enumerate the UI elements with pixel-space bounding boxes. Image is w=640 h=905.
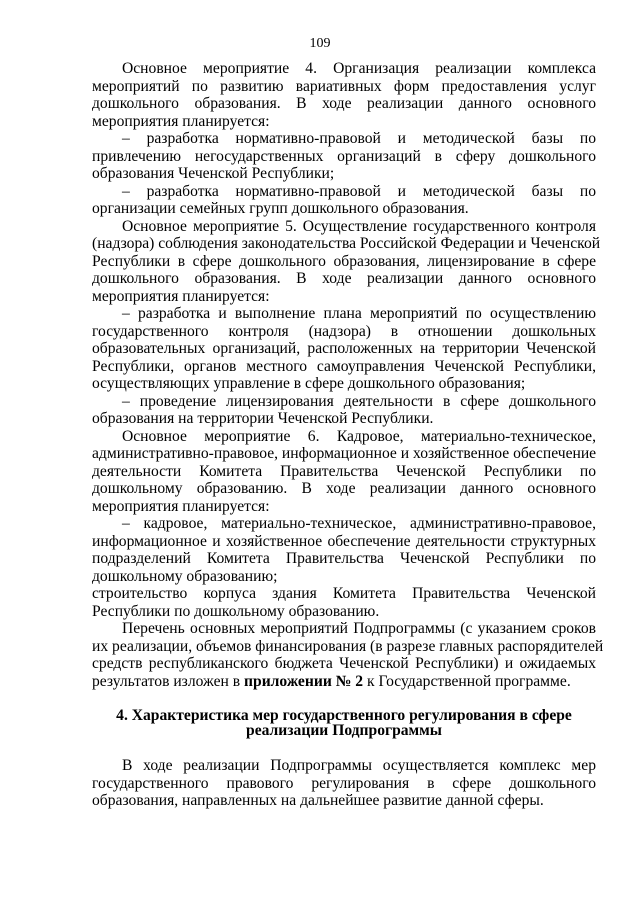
text-line: средств республиканского бюджета Чеченской Республики) и ожидаемых: [92, 655, 596, 672]
text-line: Республики, органов местного самоуправления Чеченской Республики,: [92, 357, 596, 375]
text-line: мероприятия планируется:: [92, 112, 270, 130]
text-line: образования, направленных на дальнейшее развитие данной сферы.: [92, 792, 544, 809]
text-line: Основное мероприятие 4. Организация реализации комплекса: [122, 60, 596, 77]
paragraph-measure-6: [92, 428, 596, 516]
text-line: образования Чеченской Республики;: [92, 165, 335, 182]
paragraph-measure-5: [92, 217, 601, 306]
paragraph-measure-4: [92, 60, 596, 130]
text-line: Перечень основных мероприятий Подпрограммы (с указанием сроков: [122, 620, 596, 637]
appendix-reference: приложении № 2: [244, 672, 364, 690]
text-line: их реализации, объемов финансирования (в разрезе главных распорядителей: [92, 637, 604, 655]
list-item: [92, 515, 596, 585]
text-line: Республики по дошкольному образованию.: [92, 602, 380, 620]
text-line: привлечению негосударственных организаций в сферу дошкольного: [92, 147, 596, 165]
text-line: подразделений Комитета Правительства Чеченской Республики по: [92, 550, 596, 567]
document-body: [92, 60, 604, 810]
text-line: государственного контроля (надзора) в отношении дошкольных: [92, 322, 596, 340]
paragraph-closing: [92, 757, 596, 810]
page-number: 109: [309, 36, 331, 51]
text-line: (надзора) соблюдения законодательства Российской Федерации и Чеченской: [92, 235, 601, 252]
text-line: мероприятия планируется:: [92, 497, 270, 515]
text-line: осуществляющих управление в сфере дошкольного образования;: [92, 375, 526, 392]
text-line: строительство корпуса здания Комитета Правительства Чеченской: [92, 585, 596, 602]
text-line: Основное мероприятие 6. Кадровое, материально-техническое,: [122, 427, 596, 445]
text-line: организации семейных групп дошкольного образования.: [92, 200, 469, 217]
text-line: – разработка нормативно-правовой и методической базы по: [122, 182, 596, 200]
text-line: дошкольному образованию. В ходе реализации данного основного: [92, 480, 596, 497]
text-line: информационное и хозяйственное обеспечение деятельности структурных: [92, 532, 596, 550]
text-line: дошкольного образования. В ходе реализации данного основного: [92, 95, 596, 112]
text-line: В ходе реализации Подпрограммы осуществляется комплекс мер: [122, 757, 596, 774]
list-item: [92, 305, 596, 393]
text-line: – проведение лицензирования деятельности в сфере дошкольного: [122, 392, 596, 410]
text-line: Основное мероприятие 5. Осуществление государственного контроля: [122, 217, 596, 235]
text-line: – кадровое, материально-техническое, административно-правовое,: [122, 515, 596, 532]
list-item: [92, 130, 596, 183]
text-line: административно-правовое, информационное и хозяйственное обеспечение: [92, 445, 597, 462]
summary-prefix: результатов изложен в: [92, 672, 245, 690]
summary-suffix: к Государственной программе.: [363, 672, 571, 690]
text-line: – разработка и выполнение плана мероприятий по осуществлению: [122, 305, 596, 322]
text-line: дошкольного образования. В ходе реализации данного основного: [92, 270, 596, 287]
text-line: образования на территории Чеченской Республики.: [92, 410, 434, 427]
paragraph-summary: [92, 620, 604, 690]
text-line: – разработка нормативно-правовой и методической базы по: [122, 130, 596, 147]
text-line: деятельности Комитета Правительства Чеченской Республики по: [92, 462, 596, 480]
section-heading-line: 4. Характеристика мер государственного регулирования в сфере: [116, 707, 572, 724]
text-line: образовательных организаций, расположенных на территории Чеченской: [92, 340, 596, 357]
section-heading-line: реализации Подпрограммы: [246, 722, 442, 739]
list-item: [92, 183, 596, 218]
text-line: мероприятия планируется:: [92, 287, 270, 305]
text-line: [92, 673, 596, 691]
text-line: государственного правового регулирования в сфере дошкольного: [92, 774, 596, 792]
list-item: [92, 585, 596, 620]
list-item: [92, 393, 596, 428]
text-line: дошкольному образованию;: [92, 567, 278, 585]
text-line: мероприятий по развитию вариативных форм предоставления услуг: [92, 77, 596, 95]
text-line: Республики в сфере дошкольного образования, лицензирование в сфере: [92, 252, 596, 270]
section-heading: [92, 708, 596, 738]
